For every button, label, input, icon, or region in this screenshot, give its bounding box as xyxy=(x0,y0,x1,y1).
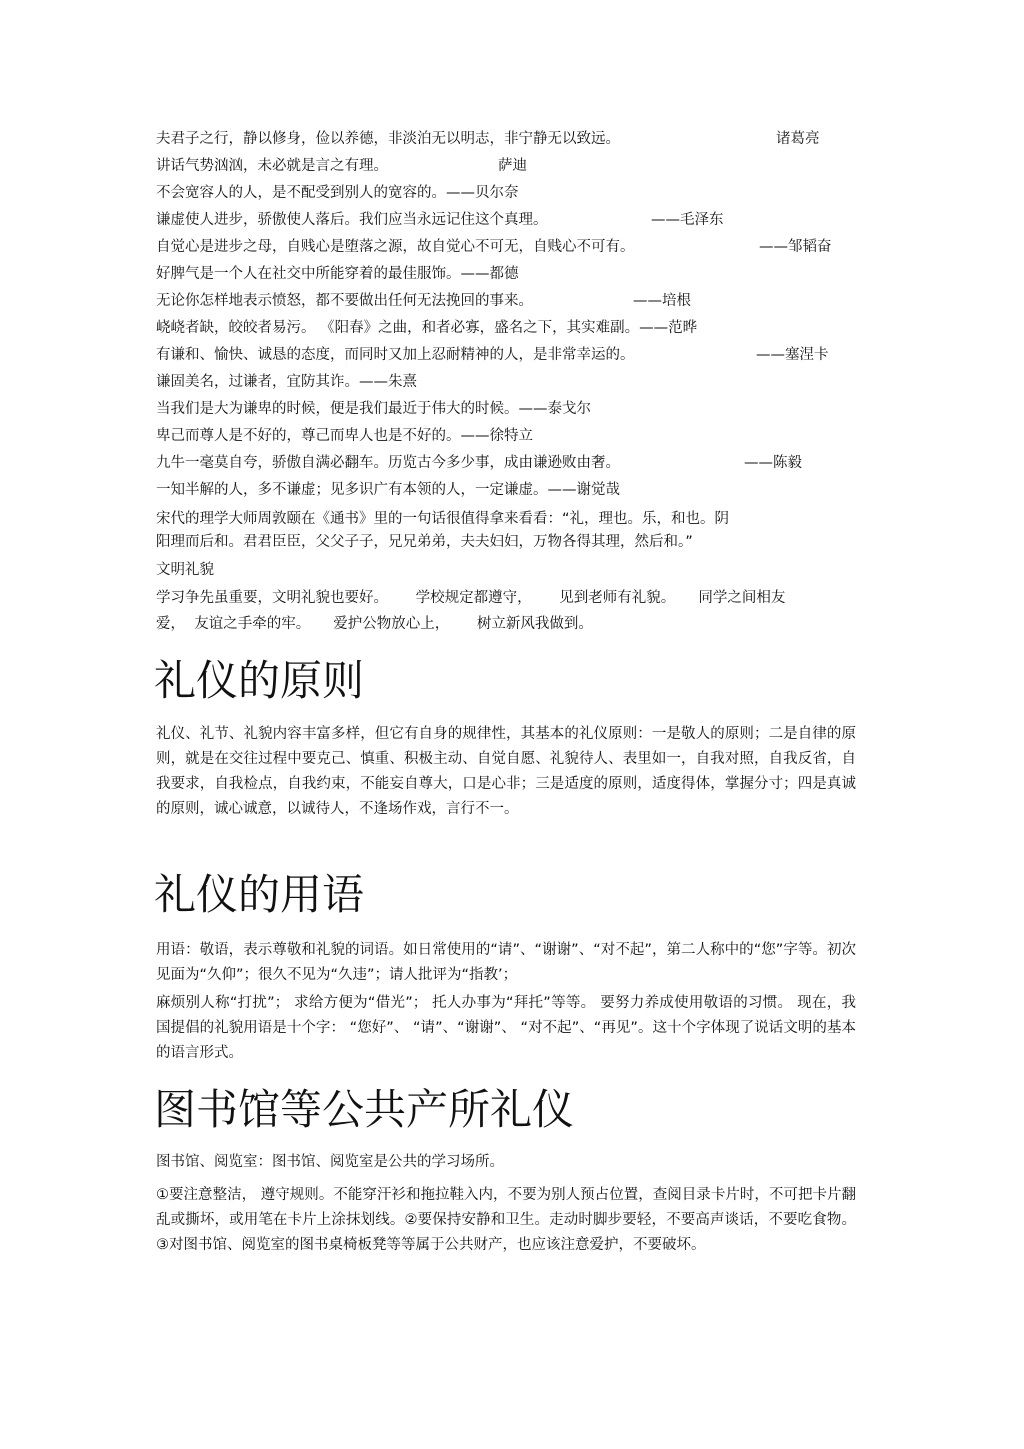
section-paragraph: 用语：敬语，表示尊敬和礼貌的词语。如日常使用的“请”、“谢谢”、“对不起”，第二人称中的“您”字等。初次见面为“久仰”；很久不见为“久违”；请人批评为“指教’； xyxy=(156,942,856,983)
quote-line xyxy=(156,130,820,148)
quote-text: 谦固美名，过谦者，宜防其诈。——朱熹 xyxy=(156,374,417,390)
quote-text: 不会宽容人的人，是不配受到别人的宽容的。——贝尔奈 xyxy=(156,185,519,201)
quote-text: 峣峣者缺，皎皎者易污。 《阳春》之曲，和者必寡，盛名之下，其实难副。——范晔 xyxy=(156,320,698,336)
quote-author: ——陈毅 xyxy=(744,455,802,471)
quote-text: 有谦和、愉快、诚恳的态度，而同时又加上忍耐精神的人，是非常幸运的。 xyxy=(156,347,635,363)
section-paragraph: ①要注意整洁， 遵守规则。不能穿汗衫和拖拉鞋入内，不要为别人预占位置，查阅目录卡片时，不可把卡片翻乱或撕坏，或用笔在卡片上涂抹划线。②要保持安静和卫生。走动时脚步要轻，不要高声谈话，不要吃食物。③对图书馆、阅览室的图书桌椅板凳等等属于公共财产，也应该注意爱护，不要破坏。 xyxy=(156,1187,856,1253)
quote-text: 好脾气是一个人在社交中所能穿着的最佳服饰。——都德 xyxy=(156,266,519,282)
quote-text: 谦虚使人进步，骄傲使人落后。我们应当永远记住这个真理。 xyxy=(156,212,548,228)
quote-text: 当我们是大为谦卑的时候，便是我们最近于伟大的时候。——泰戈尔 xyxy=(156,401,591,417)
quote-author: ——培根 xyxy=(633,293,691,309)
quote-line xyxy=(156,346,829,364)
quote-line xyxy=(156,292,691,310)
quote-line xyxy=(156,319,697,337)
quote-author: 诸葛亮 xyxy=(776,131,820,147)
quote-line xyxy=(156,454,802,472)
tongshu-line-2: 阳理而后和。君君臣臣，父父子子，兄兄弟弟，夫夫妇妇，万物各得其理，然后和。” xyxy=(156,534,693,550)
section-heading-library: 图书馆等公共产所礼仪 xyxy=(154,1085,575,1134)
quote-text: 无论你怎样地表示愤怒，都不要做出任何无法挽回的事来。 xyxy=(156,293,533,309)
wenming-title: 文明礼貌 xyxy=(156,562,214,578)
quote-line xyxy=(156,184,519,202)
quote-author: 萨迪 xyxy=(498,158,527,174)
section-heading-terms: 礼仪的用语 xyxy=(154,870,365,919)
quote-line xyxy=(156,238,832,256)
wenming-line-2: 爱， 友谊之手牵的牢。 爱护公物放心上， 树立新风我做到。 xyxy=(156,616,593,632)
quote-line xyxy=(156,481,620,499)
quote-author: ——邹韬奋 xyxy=(759,239,832,255)
quote-line xyxy=(156,211,724,229)
quote-text: 夫君子之行，静以修身，俭以养德，非淡泊无以明志，非宁静无以致远。 xyxy=(156,131,620,147)
quote-author: ——毛泽东 xyxy=(651,212,724,228)
quote-author: ——塞涅卡 xyxy=(756,347,829,363)
quote-line xyxy=(156,157,527,175)
quote-text: 自觉心是进步之母，自贱心是堕落之源，故自觉心不可无，自贱心不可有。 xyxy=(156,239,635,255)
section-paragraph: 麻烦别人称“打扰”； 求给方便为“借光”； 托人办事为“拜托”等等。 要努力养成使用敬语的习惯。 现在，我国提倡的礼貌用语是十个字： “您好”、 “请”、“谢谢”、 “对不起”、“再见”。这十个字体现了说话文明的基本的语言形式。 xyxy=(156,995,856,1061)
quote-text: 一知半解的人，多不谦虚；见多识广有本领的人，一定谦虚。——谢觉哉 xyxy=(156,482,620,498)
quote-line xyxy=(156,265,519,283)
quote-line xyxy=(156,373,417,391)
quote-line xyxy=(156,400,591,418)
wenming-line-1: 学习争先虽重要，文明礼貌也要好。 学校规定都遵守， 见到老师有礼貌。 同学之间相友 xyxy=(156,590,786,606)
section-paragraph: 礼仪、礼节、礼貌内容丰富多样，但它有自身的规律性，其基本的礼仪原则：一是敬人的原则；二是自律的原则，就是在交往过程中要克己、慎重、积极主动、自觉自愿、礼貌待人、表里如一，自我对照，自我反省，自我要求，自我检点，自我约束，不能妄自尊大，口是心非；三是适度的原则，适度得体，掌握分寸；四是真诚的原则，诚心诚意，以诚待人，不逢场作戏，言行不一。 xyxy=(156,726,856,817)
tongshu-line-1: 宋代的理学大师周敦颐在《通书》里的一句话很值得拿来看看：“礼，理也。乐，和也。阴 xyxy=(156,511,730,527)
quote-text: 九牛一毫莫自夸，骄傲自满必翻车。历览古今多少事，成由谦逊败由奢。 xyxy=(156,455,620,471)
quote-text: 讲话气势汹汹，未必就是言之有理。 xyxy=(156,158,388,174)
quote-text: 卑己而尊人是不好的，尊己而卑人也是不好的。——徐特立 xyxy=(156,428,533,444)
quote-line xyxy=(156,427,533,445)
section-heading-principles: 礼仪的原则 xyxy=(154,656,365,705)
section-paragraph: 图书馆、阅览室：图书馆、阅览室是公共的学习场所。 xyxy=(156,1154,504,1170)
